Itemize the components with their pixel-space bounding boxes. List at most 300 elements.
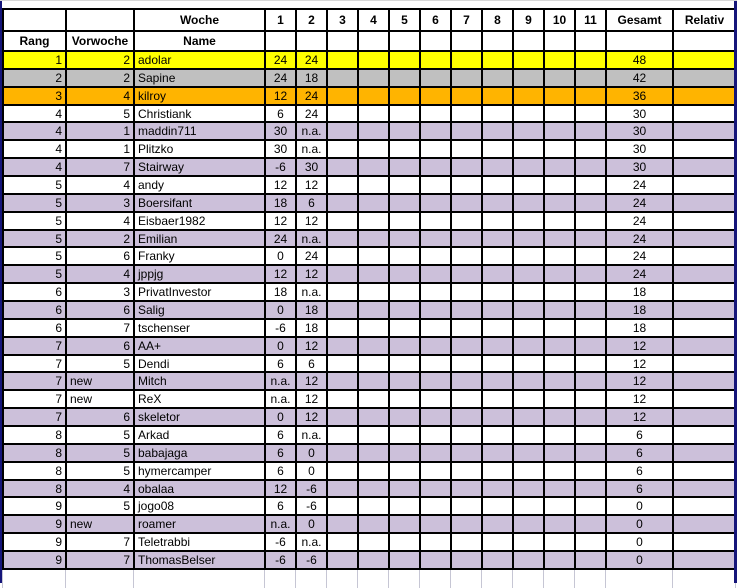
cell-week-6 [420,480,451,498]
cell-rang: 5 [3,176,66,194]
cell-week-8 [482,247,513,265]
cell-gesamt: 18 [606,301,673,319]
cell-rang: 8 [3,426,66,444]
cell-week-7 [451,283,482,301]
cell-week-1: 12 [265,87,296,105]
cell-week-11 [575,265,606,283]
table-row [3,551,736,569]
cell-week-7 [451,69,482,87]
cell-week-3 [327,355,358,373]
cell-week-6 [420,158,451,176]
cell-week-9 [513,176,544,194]
cell-week-7 [451,515,482,533]
cell-week-11 [575,158,606,176]
cell-week-6 [420,140,451,158]
cell-week-9 [513,87,544,105]
cell-name: Sapine [134,69,265,87]
cell-vorwoche: 2 [66,230,134,248]
table-row [3,51,736,69]
cell-name: jogo08 [134,497,265,515]
cell-week-7 [451,212,482,230]
cell-week-3 [327,140,358,158]
cell-relativ [673,87,736,105]
cell-week-9 [513,194,544,212]
cell-week-4 [358,265,389,283]
cell-week-1: 6 [265,105,296,123]
cell-week-8 [482,69,513,87]
cell-week-5 [389,265,420,283]
cell-name: Boersifant [134,194,265,212]
cell-week-3 [327,515,358,533]
leaderboard-body [3,51,736,569]
cell-rang: 3 [3,87,66,105]
cell-week-9 [513,408,544,426]
cell-rang: 5 [3,194,66,212]
cell-rang: 8 [3,462,66,480]
cell-rang: 7 [3,372,66,390]
cell-week-5 [389,515,420,533]
cell-gesamt: 24 [606,212,673,230]
cell-week-3 [327,247,358,265]
header-week-7: 7 [451,9,482,31]
table-row [3,319,736,337]
cell-week-1: 18 [265,194,296,212]
cell-week-5 [389,140,420,158]
cell-week-9 [513,390,544,408]
cell-week-6 [420,355,451,373]
cell-rang: 1 [3,51,66,69]
cell-week-4 [358,122,389,140]
cell-week-2: n.a. [296,122,327,140]
cell-week-10 [544,480,575,498]
cell-rang: 7 [3,337,66,355]
cell-name: babajaga [134,444,265,462]
header-blank-cell [482,31,513,51]
cell-week-5 [389,301,420,319]
cell-week-2: 30 [296,158,327,176]
cell-week-3 [327,230,358,248]
cell-vorwoche: new [66,372,134,390]
cell-week-4 [358,69,389,87]
cell-name: ThomasBelser [134,551,265,569]
cell-week-11 [575,426,606,444]
cell-vorwoche: 7 [66,158,134,176]
cell-week-11 [575,355,606,373]
header-gesamt-label: Gesamt [606,9,673,31]
cell-relativ [673,390,736,408]
cell-week-10 [544,69,575,87]
cell-week-9 [513,69,544,87]
cell-week-1: 0 [265,337,296,355]
cell-week-9 [513,140,544,158]
cell-week-11 [575,551,606,569]
cell-gesamt: 18 [606,283,673,301]
cell-vorwoche: new [66,515,134,533]
cell-week-4 [358,247,389,265]
cell-week-3 [327,444,358,462]
cell-week-5 [389,551,420,569]
cell-vorwoche: 7 [66,551,134,569]
header-blank-cell [606,31,673,51]
cell-name: roamer [134,515,265,533]
cell-week-3 [327,480,358,498]
cell-vorwoche: 3 [66,194,134,212]
cell-week-10 [544,122,575,140]
cell-week-3 [327,265,358,283]
cell-week-9 [513,480,544,498]
table-row [3,533,736,551]
header-vorwoche-label: Vorwoche [66,31,134,51]
cell-week-6 [420,212,451,230]
cell-week-7 [451,408,482,426]
cell-name: Salig [134,301,265,319]
cell-week-10 [544,337,575,355]
cell-week-6 [420,301,451,319]
cell-relativ [673,176,736,194]
cell-week-6 [420,194,451,212]
cell-gesamt: 24 [606,194,673,212]
header-rang-label: Rang [3,31,66,51]
cell-week-5 [389,247,420,265]
cell-week-8 [482,301,513,319]
cell-week-11 [575,176,606,194]
cell-week-9 [513,497,544,515]
cell-week-9 [513,462,544,480]
cell-week-4 [358,283,389,301]
cell-week-5 [389,158,420,176]
cell-week-2: 12 [296,408,327,426]
cell-vorwoche: 5 [66,426,134,444]
cell-week-4 [358,212,389,230]
cell-week-9 [513,551,544,569]
table-row [3,230,736,248]
cell-rang: 6 [3,283,66,301]
ghost-row [3,570,736,588]
cell-week-11 [575,230,606,248]
cell-week-11 [575,390,606,408]
cell-week-1: 24 [265,230,296,248]
cell-name: Teletrabbi [134,533,265,551]
cell-week-2: 6 [296,355,327,373]
cell-week-8 [482,265,513,283]
cell-rang: 6 [3,319,66,337]
table-row [3,515,736,533]
cell-week-8 [482,212,513,230]
cell-rang: 5 [3,247,66,265]
cell-week-2: 12 [296,212,327,230]
cell-week-5 [389,283,420,301]
cell-week-7 [451,551,482,569]
cell-week-2: 12 [296,372,327,390]
cell-week-6 [420,551,451,569]
cell-week-1: -6 [265,319,296,337]
cell-week-11 [575,337,606,355]
cell-week-7 [451,265,482,283]
cell-gesamt: 0 [606,515,673,533]
cell-week-11 [575,105,606,123]
cell-week-10 [544,551,575,569]
cell-week-1: 12 [265,480,296,498]
cell-relativ [673,462,736,480]
cell-vorwoche: 5 [66,355,134,373]
cell-week-7 [451,426,482,444]
cell-week-3 [327,462,358,480]
table-row [3,87,736,105]
cell-gesamt: 6 [606,444,673,462]
cell-vorwoche: 6 [66,337,134,355]
cell-week-3 [327,105,358,123]
cell-week-10 [544,515,575,533]
cell-vorwoche: 5 [66,497,134,515]
cell-relativ [673,319,736,337]
cell-week-4 [358,497,389,515]
cell-week-7 [451,87,482,105]
cell-gesamt: 30 [606,122,673,140]
cell-week-8 [482,390,513,408]
cell-week-1: 0 [265,247,296,265]
cell-name: Eisbaer1982 [134,212,265,230]
cell-week-3 [327,337,358,355]
table-row [3,426,736,444]
cell-week-6 [420,462,451,480]
cell-week-3 [327,390,358,408]
cell-week-2: 24 [296,247,327,265]
cell-week-10 [544,247,575,265]
cell-week-8 [482,551,513,569]
cell-week-5 [389,355,420,373]
cell-week-4 [358,480,389,498]
cell-week-11 [575,444,606,462]
cell-week-7 [451,480,482,498]
cell-week-1: -6 [265,533,296,551]
header-blank-cell [265,31,296,51]
cell-week-9 [513,372,544,390]
cell-week-5 [389,212,420,230]
cell-week-9 [513,230,544,248]
cell-week-5 [389,51,420,69]
cell-rang: 7 [3,408,66,426]
cell-week-3 [327,122,358,140]
cell-gesamt: 36 [606,87,673,105]
table-row [3,337,736,355]
cell-name: Christiank [134,105,265,123]
header-blank-cell [327,31,358,51]
cell-week-10 [544,87,575,105]
cell-week-4 [358,301,389,319]
cell-relativ [673,515,736,533]
cell-relativ [673,301,736,319]
cell-vorwoche: 6 [66,247,134,265]
cell-week-9 [513,533,544,551]
header-week-8: 8 [482,9,513,31]
cell-week-7 [451,122,482,140]
cell-week-2: 24 [296,87,327,105]
cell-week-1: 24 [265,69,296,87]
cell-week-2: -6 [296,551,327,569]
cell-vorwoche: new [66,390,134,408]
cell-week-10 [544,176,575,194]
cell-week-3 [327,51,358,69]
cell-gesamt: 12 [606,355,673,373]
cell-name: ReX [134,390,265,408]
cell-week-2: 0 [296,444,327,462]
cell-relativ [673,158,736,176]
cell-gesamt: 24 [606,176,673,194]
cell-gesamt: 0 [606,533,673,551]
cell-week-10 [544,444,575,462]
cell-week-4 [358,533,389,551]
cell-week-8 [482,480,513,498]
cell-week-2: 18 [296,69,327,87]
cell-week-6 [420,408,451,426]
cell-week-7 [451,444,482,462]
cell-week-5 [389,480,420,498]
table-row [3,176,736,194]
cell-week-4 [358,515,389,533]
cell-relativ [673,69,736,87]
cell-week-5 [389,390,420,408]
table-row [3,212,736,230]
cell-week-2: 0 [296,462,327,480]
cell-gesamt: 42 [606,69,673,87]
cell-week-6 [420,105,451,123]
cell-week-11 [575,283,606,301]
table-row [3,301,736,319]
cell-week-8 [482,355,513,373]
cell-week-4 [358,140,389,158]
cell-week-6 [420,372,451,390]
header-week-6: 6 [420,9,451,31]
cell-rang: 9 [3,515,66,533]
cell-week-9 [513,426,544,444]
header-week-4: 4 [358,9,389,31]
cell-vorwoche: 1 [66,122,134,140]
cell-gesamt: 30 [606,158,673,176]
header-name-label: Name [134,31,265,51]
cell-week-8 [482,462,513,480]
cell-name: obalaa [134,480,265,498]
cell-name: Arkad [134,426,265,444]
cell-week-6 [420,515,451,533]
header-week-1: 1 [265,9,296,31]
cell-relativ [673,551,736,569]
cell-week-7 [451,497,482,515]
table-row [3,194,736,212]
cell-vorwoche: 5 [66,462,134,480]
cell-week-3 [327,176,358,194]
cell-rang: 2 [3,69,66,87]
cell-rang: 8 [3,480,66,498]
cell-week-1: 12 [265,176,296,194]
cell-week-4 [358,408,389,426]
cell-week-6 [420,122,451,140]
cell-week-8 [482,515,513,533]
cell-week-9 [513,515,544,533]
cell-week-8 [482,444,513,462]
cell-week-1: 12 [265,265,296,283]
cell-gesamt: 12 [606,372,673,390]
cell-rang: 4 [3,158,66,176]
cell-relativ [673,140,736,158]
cell-week-3 [327,372,358,390]
cell-week-10 [544,158,575,176]
header-week-5: 5 [389,9,420,31]
cell-week-3 [327,283,358,301]
cell-week-1: n.a. [265,372,296,390]
cell-week-3 [327,426,358,444]
header-relativ-label: Relativ [673,9,736,31]
cell-vorwoche: 4 [66,265,134,283]
cell-week-8 [482,87,513,105]
cell-week-5 [389,408,420,426]
cell-week-3 [327,319,358,337]
cell-week-1: n.a. [265,390,296,408]
table-row [3,408,736,426]
cell-week-3 [327,212,358,230]
cell-rang: 9 [3,533,66,551]
cell-week-7 [451,301,482,319]
cell-week-2: 24 [296,51,327,69]
cell-relativ [673,283,736,301]
cell-name: Emilian [134,230,265,248]
cell-week-10 [544,372,575,390]
cell-week-4 [358,194,389,212]
cell-week-5 [389,194,420,212]
cell-week-6 [420,176,451,194]
header-blank-cell [544,31,575,51]
cell-week-7 [451,319,482,337]
cell-week-5 [389,176,420,194]
cell-week-2: -6 [296,480,327,498]
cell-week-2: n.a. [296,533,327,551]
header-blank-cell [575,31,606,51]
cell-relativ [673,194,736,212]
cell-week-4 [358,444,389,462]
header-blank-cell [389,31,420,51]
cell-week-10 [544,497,575,515]
table-row [3,140,736,158]
cell-gesamt: 12 [606,390,673,408]
cell-week-10 [544,230,575,248]
table-row [3,355,736,373]
cell-week-8 [482,283,513,301]
cell-week-2: n.a. [296,283,327,301]
cell-gesamt: 6 [606,462,673,480]
cell-week-5 [389,319,420,337]
cell-relativ [673,212,736,230]
cell-week-4 [358,372,389,390]
cell-week-9 [513,444,544,462]
cell-week-9 [513,158,544,176]
cell-week-7 [451,176,482,194]
cell-week-11 [575,497,606,515]
cell-week-9 [513,301,544,319]
cell-rang: 4 [3,122,66,140]
cell-week-10 [544,265,575,283]
table-row [3,390,736,408]
cell-week-8 [482,372,513,390]
cell-week-1: -6 [265,158,296,176]
cell-week-1: -6 [265,551,296,569]
cell-week-4 [358,355,389,373]
cell-week-10 [544,212,575,230]
header-blank-vorwoche [66,9,134,31]
cell-week-10 [544,390,575,408]
cell-week-1: 0 [265,301,296,319]
cell-week-1: 12 [265,212,296,230]
cell-gesamt: 24 [606,247,673,265]
cell-week-3 [327,87,358,105]
